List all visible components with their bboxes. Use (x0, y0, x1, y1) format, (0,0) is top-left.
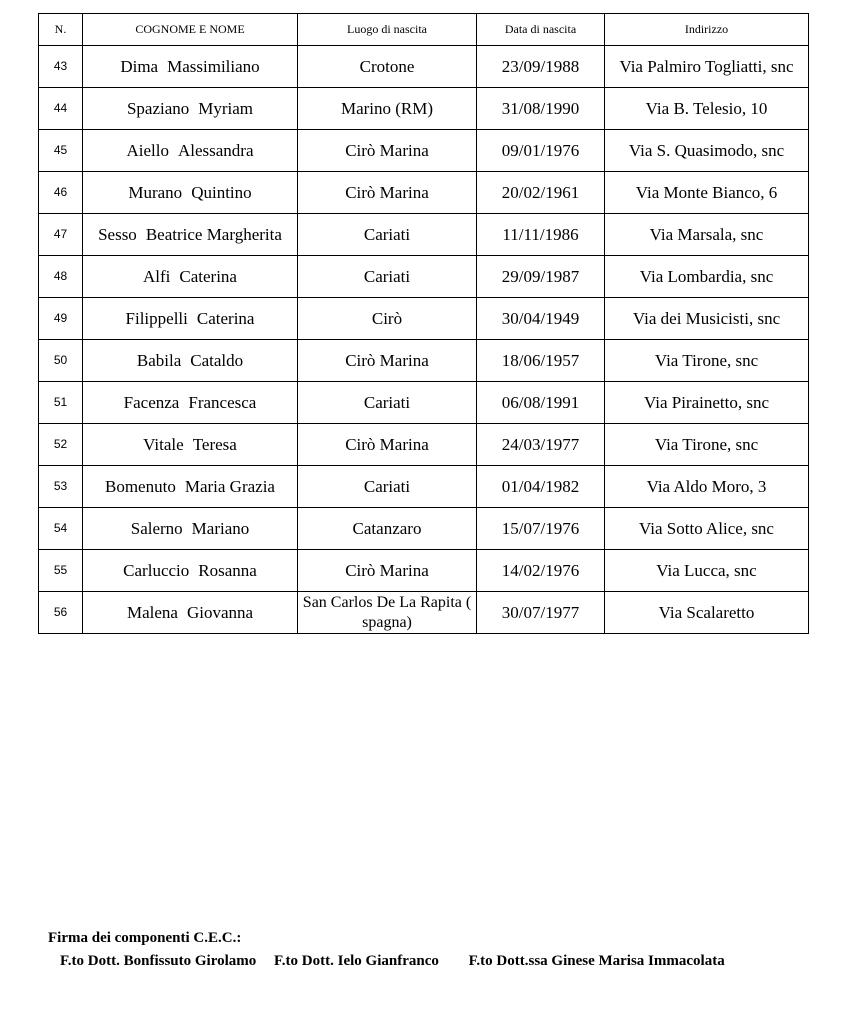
row-address: Via Lombardia, snc (605, 256, 809, 298)
row-full-name (83, 466, 298, 508)
row-address: Via Palmiro Togliatti, snc (605, 46, 809, 88)
row-address: Via Sotto Alice, snc (605, 508, 809, 550)
row-full-name (83, 130, 298, 172)
row-first-name: Giovanna (186, 603, 254, 622)
row-address: Via dei Musicisti, snc (605, 298, 809, 340)
row-surname: Malena (126, 603, 178, 622)
row-birthdate: 30/07/1977 (477, 592, 605, 634)
table-row (39, 382, 809, 424)
row-address: Via Tirone, snc (605, 424, 809, 466)
row-first-name: Quintino (191, 183, 252, 202)
table-row (39, 88, 809, 130)
header-birthdate: Data di nascita (477, 14, 605, 46)
table-body (39, 46, 809, 634)
row-number: 56 (39, 592, 83, 634)
row-first-name: Rosanna (198, 561, 257, 580)
header-address: Indirizzo (605, 14, 809, 46)
row-birthplace: Cirò Marina (298, 172, 477, 214)
row-surname: Carluccio (123, 561, 190, 580)
row-full-name (83, 382, 298, 424)
table-row (39, 466, 809, 508)
row-first-name: Alessandra (177, 141, 254, 160)
row-address: Via Tirone, snc (605, 340, 809, 382)
row-birthplace: Cirò (298, 298, 477, 340)
row-birthplace: Cariati (298, 214, 477, 256)
row-surname: Filippelli (125, 309, 188, 328)
row-address: Via Marsala, snc (605, 214, 809, 256)
row-birthdate: 01/04/1982 (477, 466, 605, 508)
table-header-row (39, 14, 809, 46)
row-number: 51 (39, 382, 83, 424)
row-surname: Murano (128, 183, 183, 202)
row-birthdate: 20/02/1961 (477, 172, 605, 214)
row-surname: Sesso (98, 225, 137, 244)
row-number: 55 (39, 550, 83, 592)
signature-bonfissuto: F.to Dott. Bonfissuto Girolamo (60, 953, 257, 969)
row-surname: Spaziano (126, 99, 190, 118)
row-number: 54 (39, 508, 83, 550)
row-birthdate: 29/09/1987 (477, 256, 605, 298)
row-surname: Dima (120, 57, 159, 76)
row-first-name: Beatrice Margherita (145, 225, 282, 244)
row-full-name (83, 424, 298, 466)
row-first-name: Caterina (196, 309, 255, 328)
table-row (39, 172, 809, 214)
row-birthplace: Cirò Marina (298, 340, 477, 382)
row-birthdate: 09/01/1976 (477, 130, 605, 172)
header-number: N. (39, 14, 83, 46)
row-birthplace: Catanzaro (298, 508, 477, 550)
row-number: 48 (39, 256, 83, 298)
row-surname: Aiello (126, 141, 169, 160)
table-row (39, 508, 809, 550)
row-full-name (83, 88, 298, 130)
row-number: 53 (39, 466, 83, 508)
signature-ielo: F.to Dott. Ielo Gianfranco (274, 953, 439, 969)
row-full-name (83, 172, 298, 214)
row-surname: Facenza (123, 393, 180, 412)
row-surname: Vitale (143, 435, 184, 454)
header-name: COGNOME E NOME (83, 14, 298, 46)
row-birthplace: Crotone (298, 46, 477, 88)
row-birthdate: 15/07/1976 (477, 508, 605, 550)
signature-heading: Firma dei componenti C.E.C.: (48, 930, 242, 946)
row-number: 49 (39, 298, 83, 340)
row-full-name (83, 550, 298, 592)
row-first-name: Cataldo (190, 351, 244, 370)
table-row (39, 214, 809, 256)
row-number: 50 (39, 340, 83, 382)
row-first-name: Maria Grazia (184, 477, 275, 496)
table-row (39, 46, 809, 88)
row-birthplace: Cariati (298, 382, 477, 424)
row-address: Via S. Quasimodo, snc (605, 130, 809, 172)
row-first-name: Caterina (179, 267, 237, 286)
row-birthdate: 30/04/1949 (477, 298, 605, 340)
row-full-name (83, 298, 298, 340)
row-birthdate: 06/08/1991 (477, 382, 605, 424)
row-surname: Alfi (143, 267, 171, 286)
row-full-name (83, 256, 298, 298)
row-birthplace: Cirò Marina (298, 424, 477, 466)
row-address: Via Scalaretto (605, 592, 809, 634)
row-first-name: Mariano (191, 519, 250, 538)
row-full-name (83, 340, 298, 382)
row-address: Via Pirainetto, snc (605, 382, 809, 424)
row-first-name: Teresa (192, 435, 237, 454)
row-full-name (83, 592, 298, 634)
row-first-name: Massimiliano (167, 57, 260, 76)
row-birthdate: 24/03/1977 (477, 424, 605, 466)
row-birthdate: 14/02/1976 (477, 550, 605, 592)
row-birthplace: Cariati (298, 466, 477, 508)
row-address: Via B. Telesio, 10 (605, 88, 809, 130)
row-address: Via Monte Bianco, 6 (605, 172, 809, 214)
row-surname: Babila (136, 351, 182, 370)
table-row (39, 550, 809, 592)
header-birthplace: Luogo di nascita (298, 14, 477, 46)
row-full-name (83, 508, 298, 550)
row-surname: Bomenuto (105, 477, 176, 496)
signature-ginese: F.to Dott.ssa Ginese Marisa Immacolata (468, 953, 725, 969)
row-birthplace: Cirò Marina (298, 550, 477, 592)
table-row (39, 298, 809, 340)
row-address: Via Lucca, snc (605, 550, 809, 592)
row-number: 46 (39, 172, 83, 214)
row-full-name (83, 214, 298, 256)
row-surname: Salerno (130, 519, 183, 538)
table-row (39, 592, 809, 634)
row-number: 45 (39, 130, 83, 172)
row-number: 43 (39, 46, 83, 88)
row-birthplace: Cariati (298, 256, 477, 298)
candidates-table (38, 13, 809, 634)
row-birthdate: 23/09/1988 (477, 46, 605, 88)
row-full-name (83, 46, 298, 88)
row-birthdate: 18/06/1957 (477, 340, 605, 382)
row-birthdate: 11/11/1986 (477, 214, 605, 256)
row-first-name: Francesca (188, 393, 257, 412)
row-birthdate: 31/08/1990 (477, 88, 605, 130)
row-birthplace: Marino (RM) (298, 88, 477, 130)
row-birthplace: Cirò Marina (298, 130, 477, 172)
row-address: Via Aldo Moro, 3 (605, 466, 809, 508)
signature-block (48, 930, 725, 970)
table-row (39, 256, 809, 298)
row-first-name: Myriam (198, 99, 254, 118)
table-row (39, 130, 809, 172)
row-number: 52 (39, 424, 83, 466)
table-row (39, 340, 809, 382)
row-number: 47 (39, 214, 83, 256)
signature-line (60, 953, 725, 970)
table-row (39, 424, 809, 466)
row-birthplace: San Carlos De La Rapita ( spagna) (298, 592, 477, 634)
row-number: 44 (39, 88, 83, 130)
